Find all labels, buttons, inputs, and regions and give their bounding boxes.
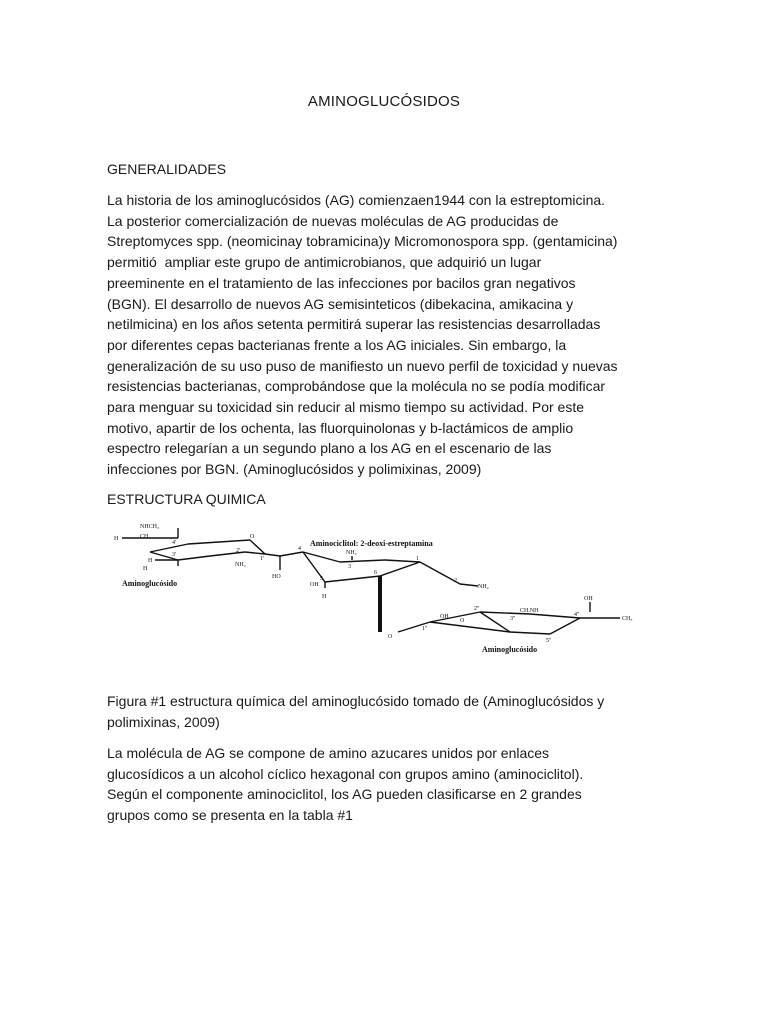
section-heading-estructura: ESTRUCTURA QUIMICA [107,491,266,507]
paragraph-line: resistencias bacterianas, comprobándose que la molécula no se podía modificar [107,378,606,395]
atom-label: 1'' [422,626,428,632]
atom-label: OH [440,614,449,620]
figure-label-aminoglucosido-right: Aminoglucósido [482,645,538,654]
atom-label: OH [310,582,319,588]
chemical-structure-figure [110,522,670,660]
atom-label: CH [140,534,149,540]
atom-label: 1 [416,556,419,562]
atom-label: HO [272,574,281,580]
atom-label: 4' [172,540,177,546]
atom-label: O [460,618,465,624]
atom-label: O [388,634,393,640]
atom-label: 4 [298,546,301,552]
paragraph-line: permitió ampliar este grupo de antimicrobianos, que adquirió un lugar [107,254,542,271]
chemical-structure-diagram [110,522,670,660]
paragraph-line: infecciones por BGN. (Aminoglucósidos y polimixinas, 2009) [107,461,482,478]
paragraph-line: La historia de los aminoglucósidos (AG) comienzaen1944 con la estreptomicina. [107,192,606,208]
paragraph-line: por diferentes cepas bacterianas frente a los AG iniciales. Sin embargo, la [107,336,567,353]
atom-label: CH₃ [622,616,633,622]
atom-label: O [250,534,255,540]
paragraph-history [107,190,667,480]
atom-label: 5 [320,576,323,582]
figure-caption [107,691,667,732]
atom-label: H [143,566,148,572]
paragraph-line: espectro relegarían a un segundo plano a los AG en el escenario de las [107,440,552,457]
atom-label: NHCH₃ [140,524,160,530]
paragraph-line: La posterior comercialización de nuevas moléculas de AG producidas de [107,212,559,229]
section-heading-generalidades: GENERALIDADES [107,161,227,177]
paragraph-line: Streptomyces spp. (neomicinay tobramicina)y Micromonospora spp. (gentamicina) [107,233,618,250]
figure-label-aminoglucosido-left: Aminoglucósido [122,579,178,588]
atom-label: 6 [374,570,377,576]
caption-line: polimixinas, 2009) [107,713,220,730]
atom-label: H [114,536,119,542]
atom-label: 4'' [574,612,580,618]
paragraph-line: Según el componente aminociclitol, los AG pueden clasificarse en 2 grandes [107,786,582,803]
paragraph-line: glucosídicos a un alcohol cíclico hexagonal con grupos amino (aminociclitol). [107,765,584,782]
atom-label: 2' [236,548,241,554]
paragraph-structure [107,743,667,826]
atom-label: 1' [260,556,265,562]
atom-label: NH₂ [346,550,357,556]
atom-label: NH₂ [235,562,246,568]
paragraph-line: generalización de su uso puso de manifiesto un nuevo perfil de toxicidad y nuevas [107,357,618,374]
atom-label: 3' [172,552,177,558]
atom-label: H [148,558,153,564]
paragraph-line: La molécula de AG se compone de amino azucares unidos por enlaces [107,745,550,761]
atom-label: 3 [348,564,351,570]
atom-label: 2 [454,578,457,584]
atom-label: NH₂ [478,584,489,590]
atom-label: OH [584,596,593,602]
paragraph-line: preeminente en el tratamiento de las infecciones por bacilos gran negativos [107,274,576,291]
caption-line: Figura #1 estructura química del aminoglucósido tomado de (Aminoglucósidos y [107,693,605,709]
paragraph-line: motivo, apartir de los ochenta, las fluorquinolonas y b-lactámicos de amplio [107,419,574,436]
atom-label: 5'' [546,638,552,644]
atom-label: 2'' [474,606,480,612]
atom-label: 3'' [510,616,516,622]
paragraph-line: para menguar su toxicidad sin reducir al mismo tiempo su actividad. Por este [107,399,584,416]
paragraph-line: grupos como se presenta en la tabla #1 [107,807,353,824]
document-title: AMINOGLUCÓSIDOS [307,93,461,110]
figure-label-aminociclitol: Aminociclitol: 2-deoxi-estreptamina [310,539,433,548]
paragraph-line: netilmicina) en los años setenta permitirá superar las resistencias desarrolladas [107,316,601,333]
paragraph-line: (BGN). El desarrollo de nuevos AG semisinteticos (dibekacina, amikacina y [107,295,574,312]
atom-label: CH.NH [520,608,539,614]
atom-label: H [322,594,327,600]
